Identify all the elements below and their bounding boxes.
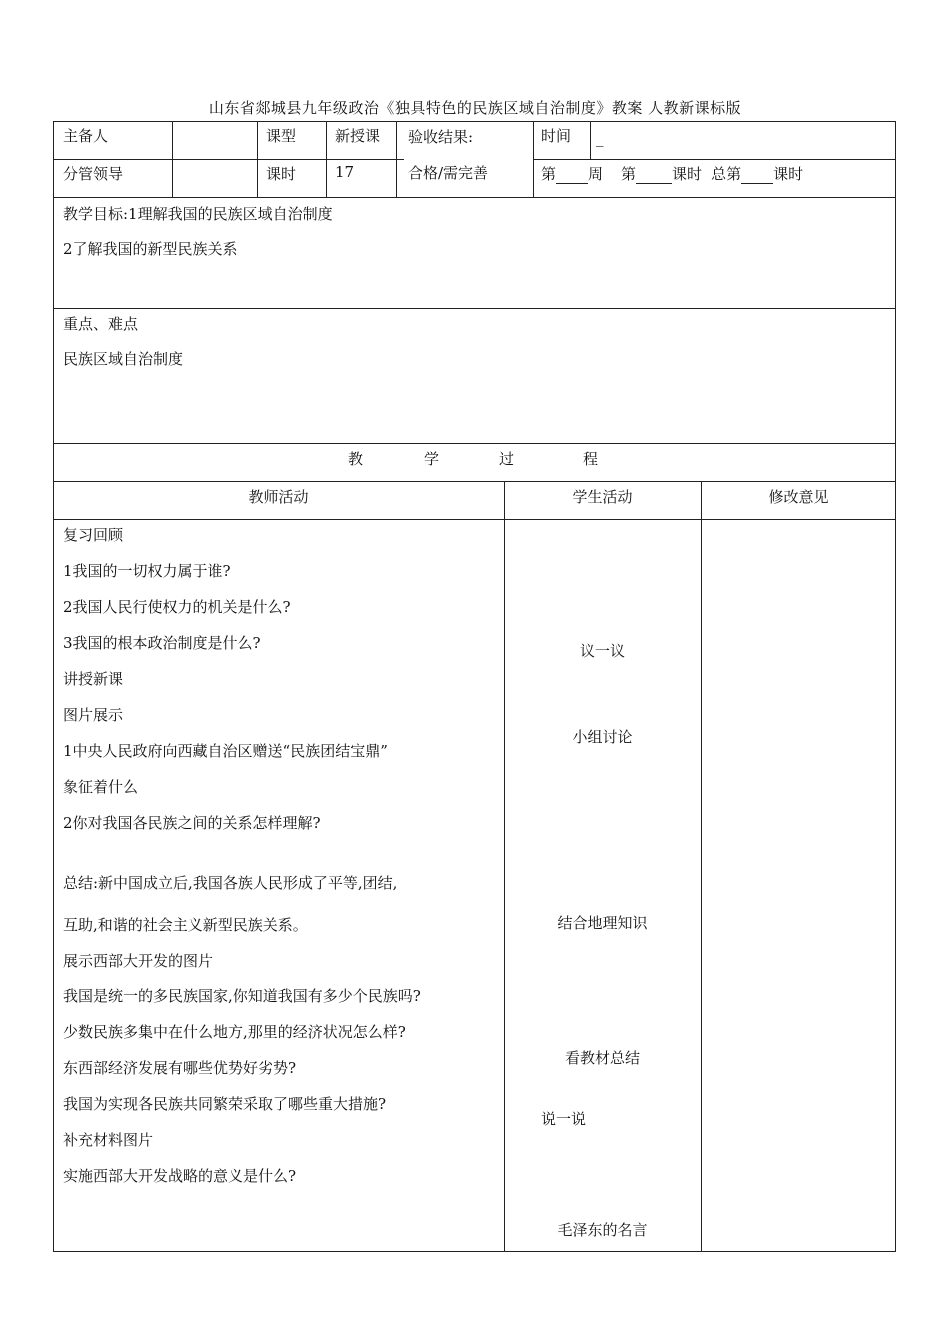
schedule-line [541,163,803,184]
acceptance-label: 验收结果: [408,128,474,146]
total-label: 课时 [773,165,804,183]
supervisor-label: 分管领导 [63,165,124,183]
list-item: 实施西部大开发战略的意义是什么? [63,1167,297,1185]
list-item: 讲授新课 [63,670,124,688]
col-divider [533,121,534,197]
week-blank [556,169,588,184]
lesson-plan-table [53,121,896,1252]
list-item: 1中央人民政府向西藏自治区赠送“民族团结宝鼎” [63,742,388,760]
student-activity: 结合地理知识 [557,914,648,932]
row-divider [53,197,896,198]
objectives-line-1: 教学目标:1理解我国的民族区域自治制度 [63,205,333,223]
document-title: 山东省郯城县九年级政治《独具特色的民族区域自治制度》教案 人教新课标版 [208,99,742,117]
col-divider [396,121,397,197]
process-char: 程 [583,450,599,468]
lesson-label: 课时 [672,165,703,183]
time-value: _ [596,129,604,147]
row-divider [53,481,896,482]
objectives-line-2: 2了解我国的新型民族关系 [63,240,238,258]
total-blank [741,169,773,184]
list-item: 1我国的一切权力属于谁? [63,562,231,580]
list-item: 图片展示 [63,706,124,724]
list-item: 总结:新中国成立后,我国各族人民形成了平等,团结, [63,874,398,892]
row-divider [53,159,404,160]
list-item: 少数民族多集中在什么地方,那里的经济状况怎么样? [63,1023,406,1041]
list-item: 复习回顾 [63,526,124,544]
lesson-type-label: 课型 [266,127,297,145]
lesson-prefix: 第 [621,165,637,183]
lesson-blank [636,169,672,184]
list-item: 2我国人民行使权力的机关是什么? [63,598,291,616]
col-divider [701,481,702,1252]
teacher-activity-header: 教师活动 [248,488,309,506]
student-activity: 说一说 [541,1110,587,1128]
process-char: 教 [348,450,364,468]
col-divider [590,121,591,159]
list-item: 展示西部大开发的图片 [63,952,214,970]
total-prefix: 总第 [711,165,742,183]
process-title [348,448,598,469]
acceptance-result: 合格/需完善 [408,164,489,182]
preparer-label: 主备人 [63,127,109,145]
student-activity: 议一议 [579,642,625,660]
row-divider [53,443,896,444]
lesson-type-value: 新授课 [335,127,381,145]
list-item: 补充材料图片 [63,1131,154,1149]
student-activity: 小组讨论 [572,728,633,746]
list-item: 3我国的根本政治制度是什么? [63,634,261,652]
list-item: 我国为实现各民族共同繁荣采取了哪些重大措施? [63,1095,387,1113]
list-item: 我国是统一的多民族国家,你知道我国有多少个民族吗? [63,987,421,1005]
key-points-label: 重点、难点 [63,315,139,333]
col-divider [504,481,505,1252]
list-item: 东西部经济发展有哪些优势好劣势? [63,1059,297,1077]
student-activity-header: 学生活动 [572,488,633,506]
student-activity: 毛泽东的名言 [557,1221,648,1239]
process-char: 学 [424,450,440,468]
key-points-content: 民族区域自治制度 [63,350,184,368]
list-item: 象征着什么 [63,778,139,796]
week-prefix: 第 [541,165,557,183]
row-divider [53,308,896,309]
revision-header: 修改意见 [768,488,829,506]
period-label: 课时 [266,165,297,183]
student-activity: 看教材总结 [564,1049,640,1067]
row-divider [53,519,896,520]
time-label: 时间 [541,127,572,145]
list-item: 互助,和谐的社会主义新型民族关系。 [63,916,308,934]
col-divider [326,121,327,197]
process-char: 过 [499,450,515,468]
period-value: 17 [335,163,355,181]
list-item: 2你对我国各民族之间的关系怎样理解? [63,814,321,832]
col-divider [257,121,258,197]
week-label: 周 [588,165,604,183]
col-divider [172,121,173,197]
row-divider [533,159,896,160]
